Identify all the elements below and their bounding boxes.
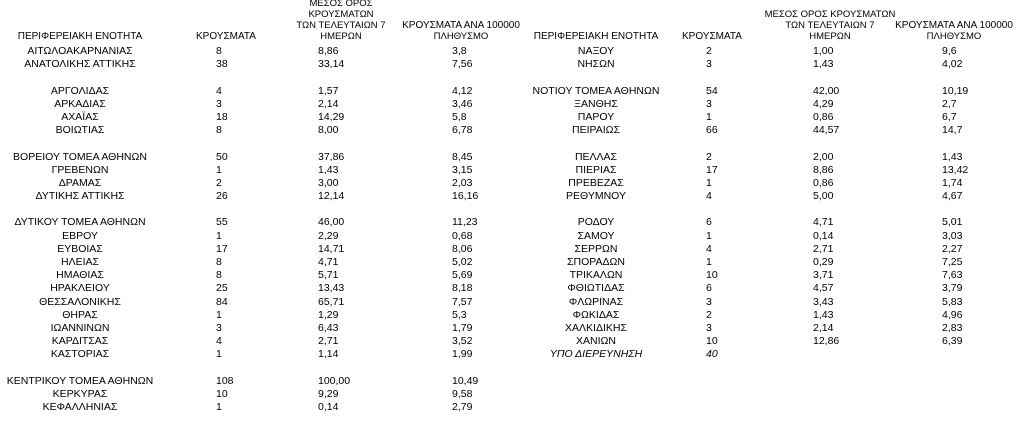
per100k-cell: 8,45 <box>452 150 473 163</box>
avg-cell: 1,29 <box>318 308 339 321</box>
table-row <box>0 164 1024 177</box>
region-name-cell: ΡΟΔΟΥ <box>577 216 615 229</box>
avg-cell: 8,00 <box>318 124 339 137</box>
table-row <box>0 375 512 388</box>
avg-cell: 2,71 <box>813 242 834 255</box>
per100k-cell: 2,7 <box>942 97 957 110</box>
table-row <box>0 98 1024 111</box>
per100k-cell: 5,01 <box>942 216 963 229</box>
avg-cell: 4,57 <box>813 282 834 295</box>
region-name-cell: ΧΑΝΙΩΝ <box>576 335 616 348</box>
per100k-cell: 2,79 <box>452 401 473 414</box>
region-name-cell: ΞΑΝΘΗΣ <box>574 97 618 110</box>
cases-cell: 1 <box>706 176 712 189</box>
region-name-cell: ΝΟΤΙΟΥ ΤΟΜΕΑ ΑΘΗΝΩΝ <box>532 84 660 97</box>
region-name-cell: ΚΑΣΤΟΡΙΑΣ <box>50 348 110 361</box>
per100k-cell: 1,43 <box>942 150 963 163</box>
avg-cell: 2,71 <box>318 335 339 348</box>
avg-cell: 5,71 <box>318 269 339 282</box>
avg-cell: 12,14 <box>318 190 345 203</box>
region-name-cell: ΤΡΙΚΑΛΩΝ <box>569 269 623 282</box>
cases-cell: 6 <box>706 282 712 295</box>
table-row <box>0 309 1024 322</box>
per100k-cell: 1,99 <box>452 348 473 361</box>
per100k-cell: 16,16 <box>452 190 479 203</box>
per100k-cell: 9,58 <box>452 387 473 400</box>
cases-cell: 54 <box>706 84 718 97</box>
avg-cell: 2,00 <box>813 150 834 163</box>
table-row <box>0 362 512 375</box>
avg-cell: 0,86 <box>813 176 834 189</box>
avg-cell: 0,86 <box>813 110 834 123</box>
cases-cell: 25 <box>216 282 228 295</box>
per100k-cell: 4,02 <box>942 58 963 71</box>
avg-cell: 4,71 <box>318 256 339 268</box>
per100k-cell: 10,19 <box>942 84 969 97</box>
cases-cell: 66 <box>706 124 718 137</box>
avg-cell: 8,86 <box>318 45 339 57</box>
per100k-header: ΚΡΟΥΣΜΑΤΑ ΑΝΑ 100000 ΠΛΗΘΥΣΜΟ <box>895 20 1013 42</box>
region-name-cell: ΚΑΡΔΙΤΣΑΣ <box>51 335 109 348</box>
per100k-cell: 4,12 <box>452 84 473 97</box>
avg-cell: 1,43 <box>318 163 339 176</box>
region-name-cell: ΥΠΟ ΔΙΕΡΕΥΝΗΣΗ <box>549 348 643 361</box>
cases-header: ΚΡΟΥΣΜΑΤΑ <box>196 31 256 42</box>
region-name-cell: ΗΛΕΙΑΣ <box>60 256 99 268</box>
cases-cell: 17 <box>216 242 228 255</box>
table-row <box>0 216 1024 229</box>
cases-cell: 3 <box>706 295 712 308</box>
per100k-cell: 1,79 <box>452 321 473 334</box>
cases-cell: 2 <box>706 308 712 321</box>
cases-cell: 3 <box>706 58 712 71</box>
cases-cell: 1 <box>706 256 712 268</box>
avg-cell: 46,00 <box>318 216 345 229</box>
table-row <box>0 296 1024 309</box>
cases-cell: 1 <box>216 229 222 242</box>
table-row <box>0 335 1024 348</box>
per100k-cell: 1,74 <box>942 176 963 189</box>
per100k-cell: 13,42 <box>942 163 969 176</box>
region-name-cell: ΠΕΛΛΑΣ <box>574 150 618 163</box>
avg-cell: 8,86 <box>813 163 834 176</box>
region-name-cell: ΣΑΜΟΥ <box>577 229 615 242</box>
avg-cell: 1,43 <box>813 58 834 71</box>
avg-cell: 3,00 <box>318 176 339 189</box>
table-row <box>0 388 512 401</box>
per100k-cell: 2,03 <box>452 176 473 189</box>
per100k-cell: 0,68 <box>452 229 473 242</box>
avg-cell: 2,14 <box>318 97 339 110</box>
cases-header: ΚΡΟΥΣΜΑΤΑ <box>682 31 742 42</box>
cases-cell: 18 <box>216 110 228 123</box>
cases-cell: 4 <box>706 242 712 255</box>
avg-cell: 44,57 <box>813 124 840 137</box>
avg-cell: 3,71 <box>813 269 834 282</box>
table-row <box>0 269 1024 282</box>
region-name-cell: ΧΑΛΚΙΔΙΚΗΣ <box>565 321 627 334</box>
table-row <box>0 348 1024 361</box>
cases-cell: 4 <box>216 84 222 97</box>
cases-cell: 40 <box>706 348 718 361</box>
cases-cell: 6 <box>706 216 712 229</box>
per100k-cell: 3,52 <box>452 335 473 348</box>
cases-cell: 1 <box>216 163 222 176</box>
cases-cell: 2 <box>706 150 712 163</box>
avg-cell: 13,43 <box>318 282 345 295</box>
avg-cell: 5,00 <box>813 190 834 203</box>
per100k-cell: 6,7 <box>942 110 957 123</box>
avg-cell: 0,14 <box>318 401 339 414</box>
avg-cell: 6,43 <box>318 321 339 334</box>
cases-cell: 1 <box>706 110 712 123</box>
avg-cell: 42,00 <box>813 84 840 97</box>
table-row <box>0 85 1024 98</box>
per100k-cell: 8,18 <box>452 282 473 295</box>
avg-cell: 2,14 <box>813 321 834 334</box>
cases-cell: 8 <box>216 256 222 268</box>
avg-cell: 2,29 <box>318 229 339 242</box>
region-name-cell: ΦΛΩΡΙΝΑΣ <box>568 295 624 308</box>
cases-cell: 2 <box>706 45 712 57</box>
cases-cell: 2 <box>216 176 222 189</box>
region-name-cell: ΝΑΞΟΥ <box>577 45 615 57</box>
avg-cell: 33,14 <box>318 58 345 71</box>
per100k-cell: 4,96 <box>942 308 963 321</box>
region-name-cell: ΑΡΓΟΛΙΔΑΣ <box>50 84 110 97</box>
avg-cell: 0,29 <box>813 256 834 268</box>
region-name-cell: ΑΙΤΩΛΟΑΚΑΡΝΑΝΙΑΣ <box>27 45 133 57</box>
region-name-cell: ΣΕΡΡΩΝ <box>574 242 618 255</box>
region-name-cell: ΚΕΝΤΡΙΚΟΥ ΤΟΜΕΑ ΑΘΗΝΩΝ <box>6 374 154 387</box>
region-name-cell: ΑΧΑΪΑΣ <box>61 110 99 123</box>
region-name-cell: ΕΥΒΟΙΑΣ <box>57 242 103 255</box>
cases-cell: 4 <box>706 190 712 203</box>
avg-cell: 1,00 <box>813 45 834 57</box>
table-row <box>0 190 1024 203</box>
per100k-cell: 7,25 <box>942 256 963 268</box>
region-name-cell: ΓΡΕΒΕΝΩΝ <box>51 163 109 176</box>
avg-cell: 14,29 <box>318 110 345 123</box>
avg-cell: 14,71 <box>318 242 345 255</box>
region-name-cell: ΔΥΤΙΚΗΣ ΑΤΤΙΚΗΣ <box>35 190 125 203</box>
table-row <box>0 45 1024 58</box>
avg-cell: 0,14 <box>813 229 834 242</box>
cases-cell: 1 <box>216 401 222 414</box>
avg-cell: 4,29 <box>813 97 834 110</box>
per100k-header: ΚΡΟΥΣΜΑΤΑ ΑΝΑ 100000 ΠΛΗΘΥΣΜΟ <box>402 20 520 42</box>
table-row <box>0 58 1024 71</box>
region-name-cell: ΘΗΡΑΣ <box>62 308 98 321</box>
table-row <box>0 243 1024 256</box>
cases-cell: 1 <box>216 308 222 321</box>
per100k-cell: 2,27 <box>942 242 963 255</box>
region-name-cell: ΙΩΑΝΝΙΝΩΝ <box>50 321 110 334</box>
region-name-cell: ΠΕΙΡΑΙΩΣ <box>572 124 620 137</box>
table-row <box>0 124 1024 137</box>
avg-cell: 1,57 <box>318 84 339 97</box>
avg-cell: 3,43 <box>813 295 834 308</box>
table-row <box>0 137 1024 150</box>
cases-cell: 8 <box>216 45 222 57</box>
per100k-cell: 3,46 <box>452 97 473 110</box>
avg-header: ΜΕΣΟΣ ΟΡΟΣ ΚΡΟΥΣΜΑΤΩΝ ΤΩΝ ΤΕΛΕΥΤΑΙΩΝ 7 ΗΜΕΡΩΝ <box>764 9 896 42</box>
cases-cell: 3 <box>216 97 222 110</box>
per100k-cell: 3,15 <box>452 163 473 176</box>
per100k-cell: 5,69 <box>452 269 473 282</box>
cases-cell: 50 <box>216 150 228 163</box>
region-name-cell: ΦΩΚΙΔΑΣ <box>572 308 620 321</box>
per100k-cell: 8,06 <box>452 242 473 255</box>
region-name-cell: ΠΑΡΟΥ <box>577 110 615 123</box>
avg-cell: 65,71 <box>318 295 345 308</box>
region-name-cell: ΑΝΑΤΟΛΙΚΗΣ ΑΤΤΙΚΗΣ <box>24 58 136 71</box>
region-name-cell: ΔΡΑΜΑΣ <box>58 176 102 189</box>
table-row <box>0 230 1024 243</box>
region-name-cell: ΕΒΡΟΥ <box>62 229 98 242</box>
cases-cell: 4 <box>216 335 222 348</box>
per100k-cell: 14,7 <box>942 124 963 137</box>
right-table-body <box>0 45 1024 362</box>
cases-cell: 84 <box>216 295 228 308</box>
per100k-cell: 3,8 <box>452 45 467 57</box>
cases-cell: 55 <box>216 216 228 229</box>
table-row <box>0 177 1024 190</box>
region-name-cell: ΗΜΑΘΙΑΣ <box>56 269 104 282</box>
cases-cell: 3 <box>706 97 712 110</box>
avg-cell: 9,29 <box>318 387 339 400</box>
cases-cell: 10 <box>216 387 228 400</box>
region-name-cell: ΗΡΑΚΛΕΙΟΥ <box>50 282 110 295</box>
avg-header: ΜΕΣΟΣ ΟΡΟΣ ΚΡΟΥΣΜΑΤΩΝ ΤΩΝ ΤΕΛΕΥΤΑΙΩΝ 7 ΗΜΕΡΩΝ <box>296 0 386 42</box>
table-row <box>0 322 1024 335</box>
region-header: ΠΕΡΙΦΕΡΕΙΑΚΗ ΕΝΟΤΗΤΑ <box>17 31 143 42</box>
region-name-cell: ΘΕΣΣΑΛΟΝΙΚΗΣ <box>39 295 121 308</box>
avg-cell: 1,43 <box>813 308 834 321</box>
avg-cell: 37,86 <box>318 150 345 163</box>
per100k-cell: 10,49 <box>452 374 479 387</box>
right-table-header <box>0 4 1024 42</box>
region-name-cell: ΚΕΡΚΥΡΑΣ <box>52 387 108 400</box>
table-row <box>0 256 1024 269</box>
cases-cell: 1 <box>216 348 222 361</box>
cases-cell: 1 <box>706 229 712 242</box>
per100k-cell: 6,78 <box>452 124 473 137</box>
region-name-cell: ΔΥΤΙΚΟΥ ΤΟΜΕΑ ΑΘΗΝΩΝ <box>14 216 146 229</box>
cases-cell: 8 <box>216 269 222 282</box>
cases-cell: 3 <box>216 321 222 334</box>
avg-cell: 100,00 <box>318 374 351 387</box>
per100k-cell: 5,8 <box>452 110 467 123</box>
avg-cell: 1,14 <box>318 348 339 361</box>
region-name-cell: ΒΟΙΩΤΙΑΣ <box>55 124 105 137</box>
per100k-cell: 5,83 <box>942 295 963 308</box>
cases-cell: 10 <box>706 269 718 282</box>
table-row <box>0 71 1024 84</box>
region-name-cell: ΠΡΕΒΕΖΑΣ <box>568 176 624 189</box>
per100k-cell: 3,79 <box>942 282 963 295</box>
region-name-cell: ΚΕΦΑΛΛΗΝΙΑΣ <box>42 401 118 414</box>
region-name-cell: ΦΘΙΩΤΙΔΑΣ <box>567 282 625 295</box>
cases-cell: 8 <box>216 124 222 137</box>
cases-cell: 10 <box>706 335 718 348</box>
region-name-cell: ΑΡΚΑΔΙΑΣ <box>54 97 106 110</box>
per100k-cell: 5,02 <box>452 256 473 268</box>
per100k-cell: 7,57 <box>452 295 473 308</box>
per100k-cell: 6,39 <box>942 335 963 348</box>
cases-cell: 38 <box>216 58 228 71</box>
region-name-cell: ΠΙΕΡΙΑΣ <box>575 163 617 176</box>
per100k-cell: 3,03 <box>942 229 963 242</box>
region-name-cell: ΣΠΟΡΑΔΩΝ <box>567 256 625 268</box>
per100k-cell: 4,67 <box>942 190 963 203</box>
region-name-cell: ΝΗΣΩΝ <box>577 58 615 71</box>
per100k-cell: 9,6 <box>942 45 957 57</box>
cases-cell: 17 <box>706 163 718 176</box>
right-table <box>0 4 1024 362</box>
region-header: ΠΕΡΙΦΕΡΕΙΑΚΗ ΕΝΟΤΗΤΑ <box>533 31 659 42</box>
per100k-cell: 5,3 <box>452 308 467 321</box>
avg-cell: 12,86 <box>813 335 840 348</box>
per100k-cell: 7,56 <box>452 58 473 71</box>
table-row <box>0 401 512 414</box>
region-name-cell: ΒΟΡΕΙΟΥ ΤΟΜΕΑ ΑΘΗΝΩΝ <box>13 150 147 163</box>
region-name-cell: ΡΕΘΥΜΝΟΥ <box>565 190 626 203</box>
table-row <box>0 203 1024 216</box>
cases-cell: 26 <box>216 190 228 203</box>
table-row <box>0 151 1024 164</box>
cases-cell: 108 <box>216 374 234 387</box>
per100k-cell: 7,63 <box>942 269 963 282</box>
avg-cell: 4,71 <box>813 216 834 229</box>
table-row <box>0 282 1024 295</box>
per100k-cell: 11,23 <box>452 216 478 229</box>
table-row <box>0 111 1024 124</box>
per100k-cell: 2,83 <box>942 321 963 334</box>
cases-cell: 3 <box>706 321 712 334</box>
